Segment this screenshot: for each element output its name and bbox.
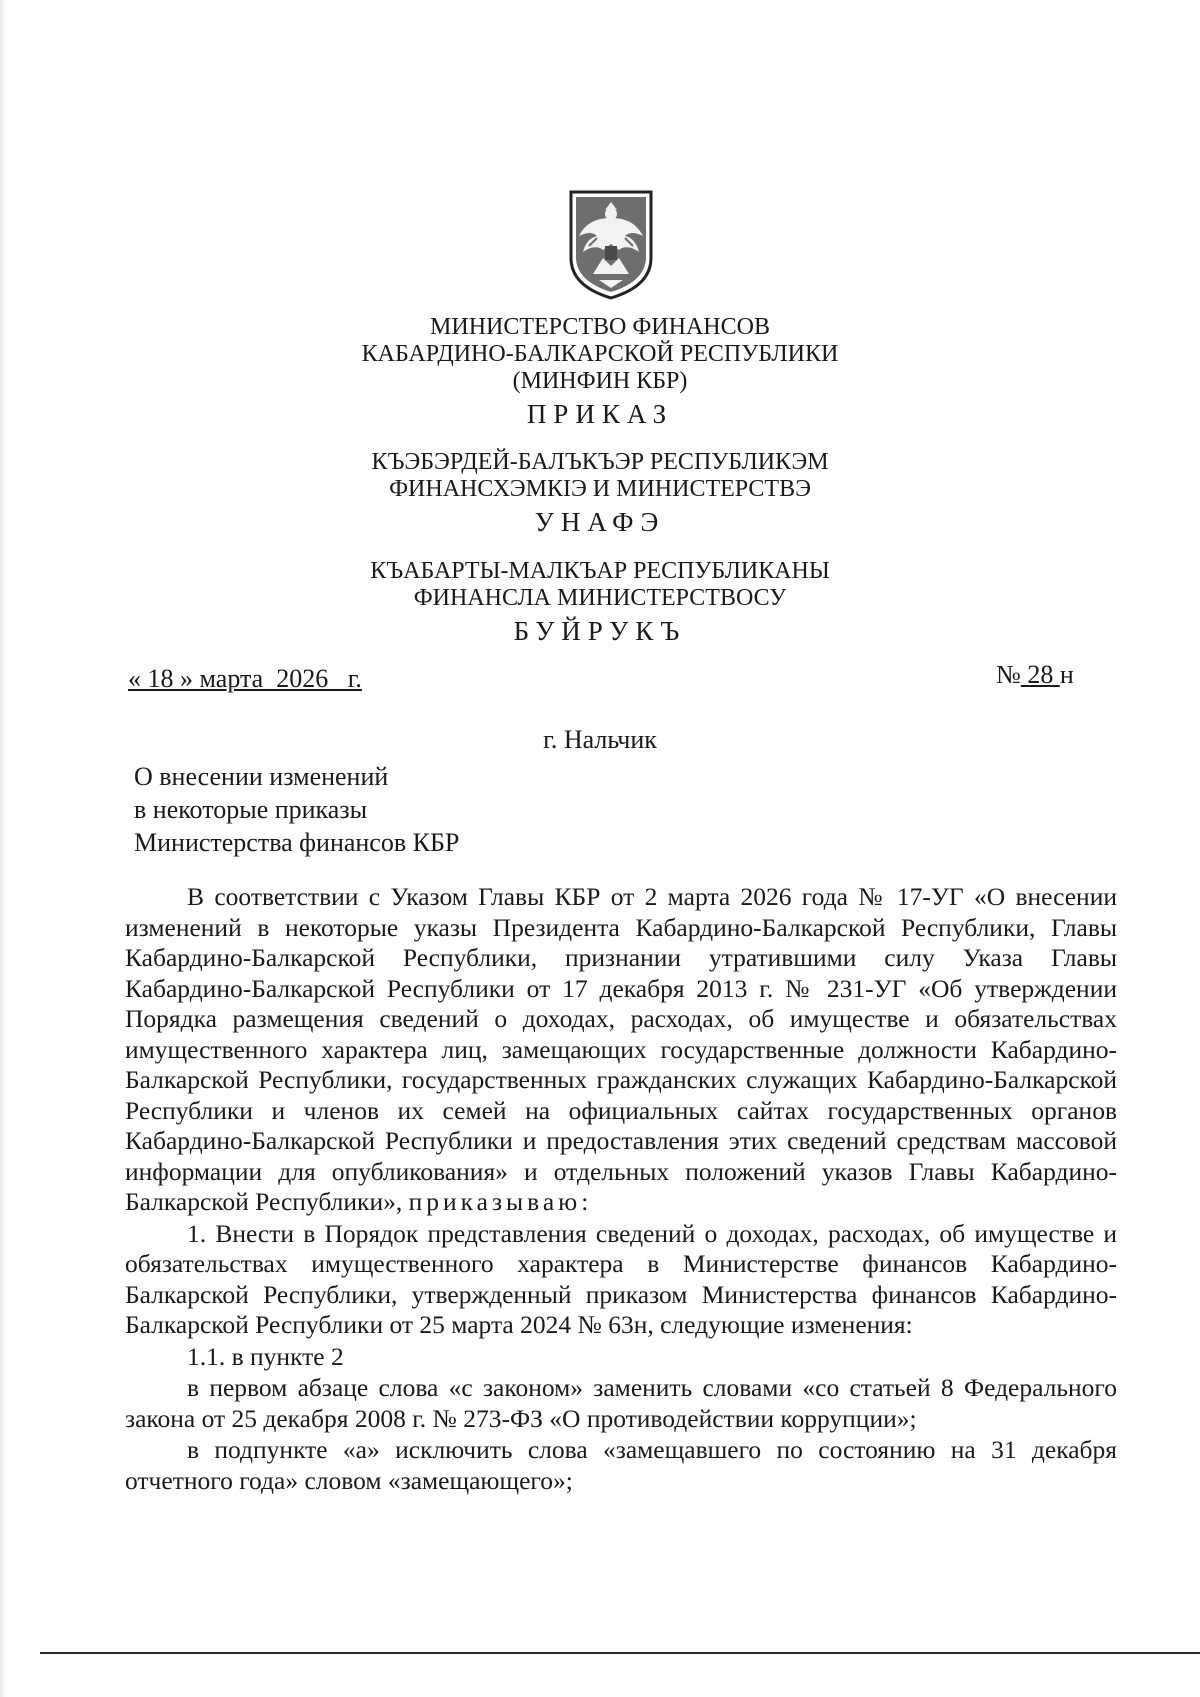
document-type-title: ПРИКАЗ	[526, 399, 674, 429]
preamble-text: В соответствии с Указом Главы КБР от 2 марта 2026 года № 17-УГ «О внесении изменений в некоторые указы Президента Кабардино-Балкарской Республики, Главы Кабардино-Балкарской Республики, признании утратившими силу Указа Главы Кабардино-Балкарской Республики от 17 декабря 2013 г. № 231-УГ «Об утверждении Порядка размещения сведений о доходах, расходах, об имуществе и обязательствах имущественного характера лиц, замещающих государственные должности Кабардино-Балкарской Республики, государственных гражданских служащих Кабардино-Балкарской Республики и членов их семей на официальных сайтах государственных органов Кабардино-Балкарской Республики и предоставления этих сведений средствам массовой информации для опубликования» и отдельных положений указов Главы Кабардино-Балкарской Республики»,	[125, 882, 1117, 1216]
org-name-line: МИНИСТЕРСТВО ФИНАНСОВ	[430, 314, 770, 340]
org-name-line: КАБАРДИНО-БАЛКАРСКОЙ РЕСПУБЛИКИ	[361, 341, 839, 367]
org-name-line: (МИНФИН КБР)	[512, 368, 688, 394]
clause-1-1-item-2: в подпункте «а» исключить слова «замещавшего по состоянию на 31 декабря отчетного года» словом «замещающего»;	[125, 1435, 1117, 1495]
order-keyword: приказываю:	[408, 1187, 593, 1216]
header-balkar	[0, 558, 1200, 648]
date-day: 18	[141, 664, 180, 693]
order-date	[128, 664, 362, 694]
order-body	[125, 882, 1117, 1496]
document-type-title: БУЙРУКЪ	[513, 616, 687, 646]
subject-line: О внесении изменений	[134, 762, 389, 791]
order-number	[996, 660, 1074, 690]
clause-1-1-paragraph: 1.1. в пункте 2	[187, 1341, 344, 1371]
number-value: 28	[1020, 660, 1060, 689]
date-prefix: «	[128, 664, 141, 693]
order-subject	[134, 760, 459, 859]
header-kabardian	[0, 449, 1200, 539]
clause-1-paragraph: 1. Внести в Порядок представления сведений о доходах, расходах, об имуществе и обязательствах имущественного характера в Министерстве финансов Кабардино-Балкарской Республики, утвержденный приказом Министерства финансов Кабардино-Балкарской Республики от 25 марта 2024 № 63н, следующие изменения:	[125, 1218, 1117, 1339]
number-suffix: н	[1059, 660, 1074, 689]
scan-bottom-rule	[40, 1652, 1200, 1654]
scan-edge-shadow	[0, 0, 6, 1697]
org-name-line: КЪАБАРТЫ-МАЛКЪАР РЕСПУБЛИКАНЫ	[370, 558, 830, 584]
document-type-title: УНАФЭ	[534, 507, 666, 537]
header-russian	[0, 314, 1200, 431]
subject-line: Министерства финансов КБР	[134, 828, 460, 857]
city: г. Нальчик	[543, 725, 657, 754]
preamble-paragraph	[125, 882, 1117, 1218]
org-name-line: КЪЭБЭРДЕЙ-БАЛЪКЪЭР РЕСПУБЛИКЭМ	[371, 449, 829, 475]
coat-of-arms-emblem	[565, 188, 657, 300]
org-name-line: ФИНАНСХЭМКIЭ И МИНИСТЕРСТВЭ	[389, 476, 811, 502]
number-label: №	[996, 660, 1021, 689]
subject-line: в некоторые приказы	[134, 795, 368, 824]
org-name-line: ФИНАНСЛА МИНИСТЕРСТВОСУ	[413, 585, 787, 611]
clause-1-1-item-1: в первом абзаце слова «с законом» заменить словами «со статьей 8 Федерального закона от 25 декабря 2008 г. № 273-ФЗ «О противодействии коррупции»;	[125, 1373, 1117, 1433]
date-month-year: » марта 2026 г.	[180, 664, 362, 693]
